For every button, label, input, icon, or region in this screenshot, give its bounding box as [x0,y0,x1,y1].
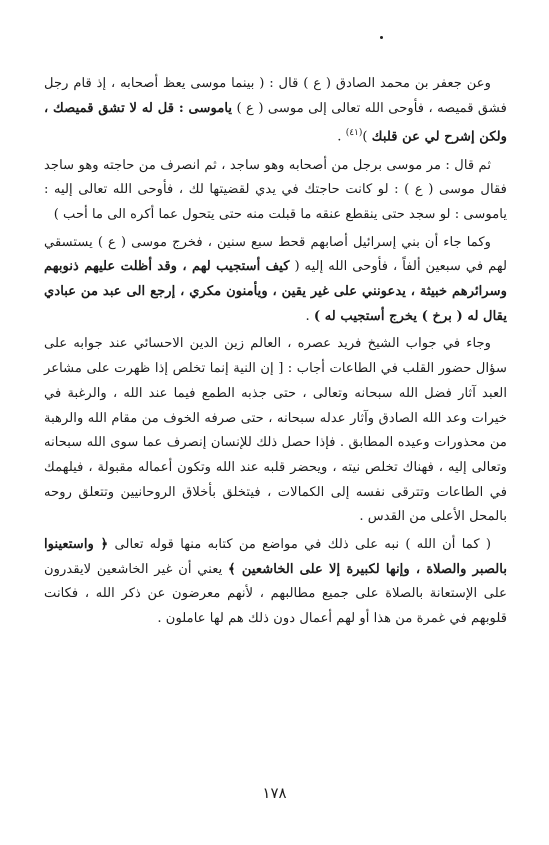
paragraph [44,154,507,228]
text-segment: ) [362,129,372,145]
bold-quote: ياموسى : قل له لا تشق قميصك ، ولكن إشرح لي عن قلبك [44,100,507,145]
text-segment: . [337,129,346,145]
bold-quote: ﴿ واستعينوا بالصبر والصلاة ، وإنها لكبيرة إلا على الخاشعين ﴾ [44,537,507,577]
paragraph [44,332,507,530]
page-number: ١٧٨ [262,784,287,802]
paragraph [44,72,507,151]
bold-quote: كيف أستجيب لهم ، وقد أظلت عليهم ذنوبهم وسرائرهم خبيثة ، يدعونني على غير يقين ، ويأمنون مكري ، إرجع الى عبد من عبادي يقال له ( برخ ) يخرج أستجيب له ) [44,259,507,324]
text-segment: وجاء في جواب الشيخ فريد عصره ، العالم زين الدين الاحسائي عند جوابه على سؤال حضور القلب في الطاعات أجاب : [ إن النية إنما تخلص إذا ظهرت على مشاعر العبد آثار فضل الله سبحانه وتعالى ، حتى جذبه الطمع فيما عند الله ، والرغبة في خيرات وعد الله الصادق وآثار عدله سبحانه ، حتى صرفه الخوف من مقام الله والرهبة من محذورات وعيده المطابق . فإذا حصل ذلك للإنسان إنصرف عما سوى الله سبحانه وتعالى إليه ، فهناك تخلص نيته ، ويحضر قلبه عند الله وتكون أعماله مقبولة ، فيلهمك في الطاعات وتترقى نفسه إلى الكمالات ، فيتخلق بأخلاق الروحانيين وتتعلق روحه بالمحل الأعلى من القدس . [44,336,507,525]
text-segment: يعني أن غير الخاشعين لايقدرون على الإستعانة بالصلاة على جميع مطالبهم ، لأنهم معرضون عن ذكر الله ، فكانت قلوبهم في غمرة من هذا أو لهم أعمال دون ذلك هم لها عاملون . [44,561,507,627]
text-segment: ( كما أن الله ) نبه على ذلك في مواضع من كتابه منها قوله تعالى [108,537,491,553]
text-segment: . [305,308,314,324]
text-segment: وعن جعفر بن محمد الصادق ( ع ) قال : ( بينما موسى يعظ أصحابه ، إذ قام رجل فشق قميصه ، فأوحى الله تعالى إلى موسى ( ع ) [44,76,507,116]
paragraph [44,231,507,330]
text-segment: وكما جاء أن بني إسرائيل أصابهم قحط سبع سنين ، فخرج موسى ( ع ) يستسقي لهم في سبعين ألفاً ، فأوحى الله إليه ( [44,234,507,275]
footnote-ref: (٤١) [345,128,363,139]
stray-mark [380,36,383,39]
paragraph [44,533,507,632]
text-segment: ثم قال : مر موسى برجل من أصحابه وهو ساجد ، ثم انصرف من حاجته وهو ساجد فقال موسى ( ع ) : لو كانت حاجتك في يدي لقضيتها لك ، فأوحى الله تعالى إليه : ياموسى : لو سجد حتى ينقطع عنقه ما قبلت منه حتى يتحول عما أكره الى ما أحب ) [44,157,507,222]
page-body [44,72,507,632]
